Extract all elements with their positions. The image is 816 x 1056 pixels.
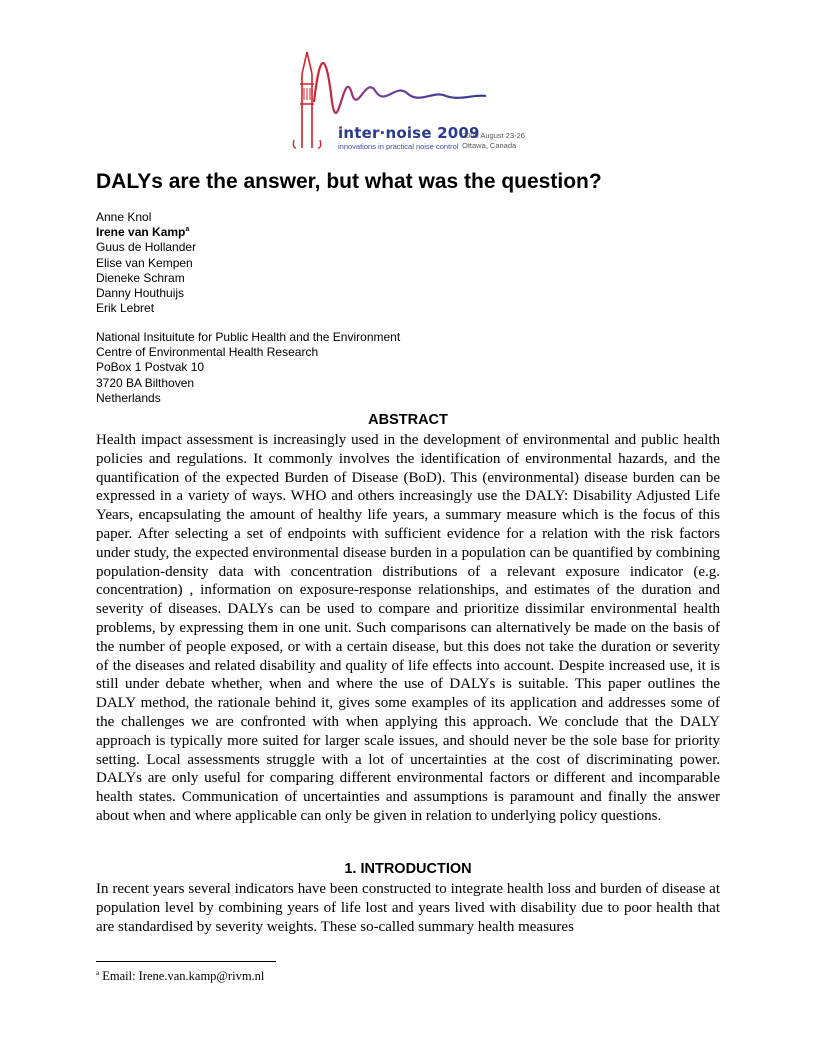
paper-title: DALYs are the answer, but what was the question? [96, 170, 602, 193]
affiliation-line: PoBox 1 Postvak 10 [96, 360, 205, 375]
abstract-text: Health impact assessment is increasingly used in the development of environmental and public health policies and regulations. It commonly involves the identification of environmental hazards, and the quantification of the expected Burden of Disease (BoD). This (environmental) disease burden can be expressed in a variety of ways. WHO and others increasingly use the DALY: Disability Adjusted Life Years, encapsulating the amount of healthy life years, a summary measure which is the focus of this paper. After selecting a set of endpoints with sufficient evidence for a relation with the risk factors under study, the expected environmental disease burden in a population can be quantified by combining population-density data with concentration distributions of a relevant exposure indicator (e.g. concentration) , information on exposure-response relationships, and estimates of the duration and severity of diseases. DALYs can be used to compare and prioritize dissimilar environmental health problems, by expressing them in one unit. Such comparisons can alternatively be made on the basis of the number of people exposed, or with a certain disease, but this does not take the duration or severity of the diseases and related disability and quality of life effects into account. Despite increased use, it is still under debate whether, when and where the use of DALYs is suitable. This paper outlines the DALY method, the rationale behind it, gives some examples of its application and addresses some of the challenges we are confronted with when applying this approach. We conclude that the DALY approach is typically more suited for larger scale issues, and should never be the sole base for priority setting. Local assessments struggle with a lot of uncertainties at the cost of discriminating power. DALYs are only useful for comparing different environmental factors or different and incomparable health states. Communication of uncertainties and assumptions is paramount and finally the answer about when and where applicable can only be given in relation to underlying policy questions. [96, 432, 720, 824]
affiliation-line: National Insituitute for Public Health and the Environment [96, 330, 401, 344]
author: Danny Houthuijs [96, 286, 185, 301]
author: Erik Lebret [96, 301, 155, 316]
footnote-marker: a [96, 968, 100, 977]
author-footnote-marker: a [185, 226, 190, 234]
author: Guus de Hollander [96, 240, 197, 255]
author: Elise van Kempen [96, 255, 193, 270]
author: Dieneke Schram [96, 270, 185, 285]
abstract-heading: ABSTRACT [368, 412, 448, 428]
author-list [96, 210, 196, 316]
logo-title: inter·noise 2009 [338, 124, 480, 142]
footnote [96, 969, 264, 984]
author: Anne Knol [96, 210, 152, 224]
logo-tagline: innovations in practical noise control [338, 142, 459, 151]
affiliation-block [96, 330, 400, 406]
logo-date-location [462, 131, 525, 151]
logo-location: Ottawa, Canada [462, 141, 517, 150]
author-corresponding: Irene van Kamp$^a$ [96, 225, 190, 240]
footnote-text: Email: Irene.van.kamp@rivm.nl [99, 969, 265, 983]
introduction-text: In recent years several indicators have been constructed to integrate health loss and burden of disease at population level by combining years of life lost and years lived with disability due to poor health that are standardised by severity weights. These so-called summary health measures [96, 881, 720, 935]
affiliation-line: Netherlands [96, 390, 161, 405]
affiliation-line: Centre of Environmental Health Research [96, 345, 319, 360]
footnote-divider [96, 961, 276, 962]
conference-logo [286, 44, 546, 156]
logo-date: 2009 August 23-26 [462, 131, 525, 140]
introduction-heading: 1. INTRODUCTION [344, 861, 472, 877]
affiliation-line: 3720 BA Bilthoven [96, 375, 195, 390]
